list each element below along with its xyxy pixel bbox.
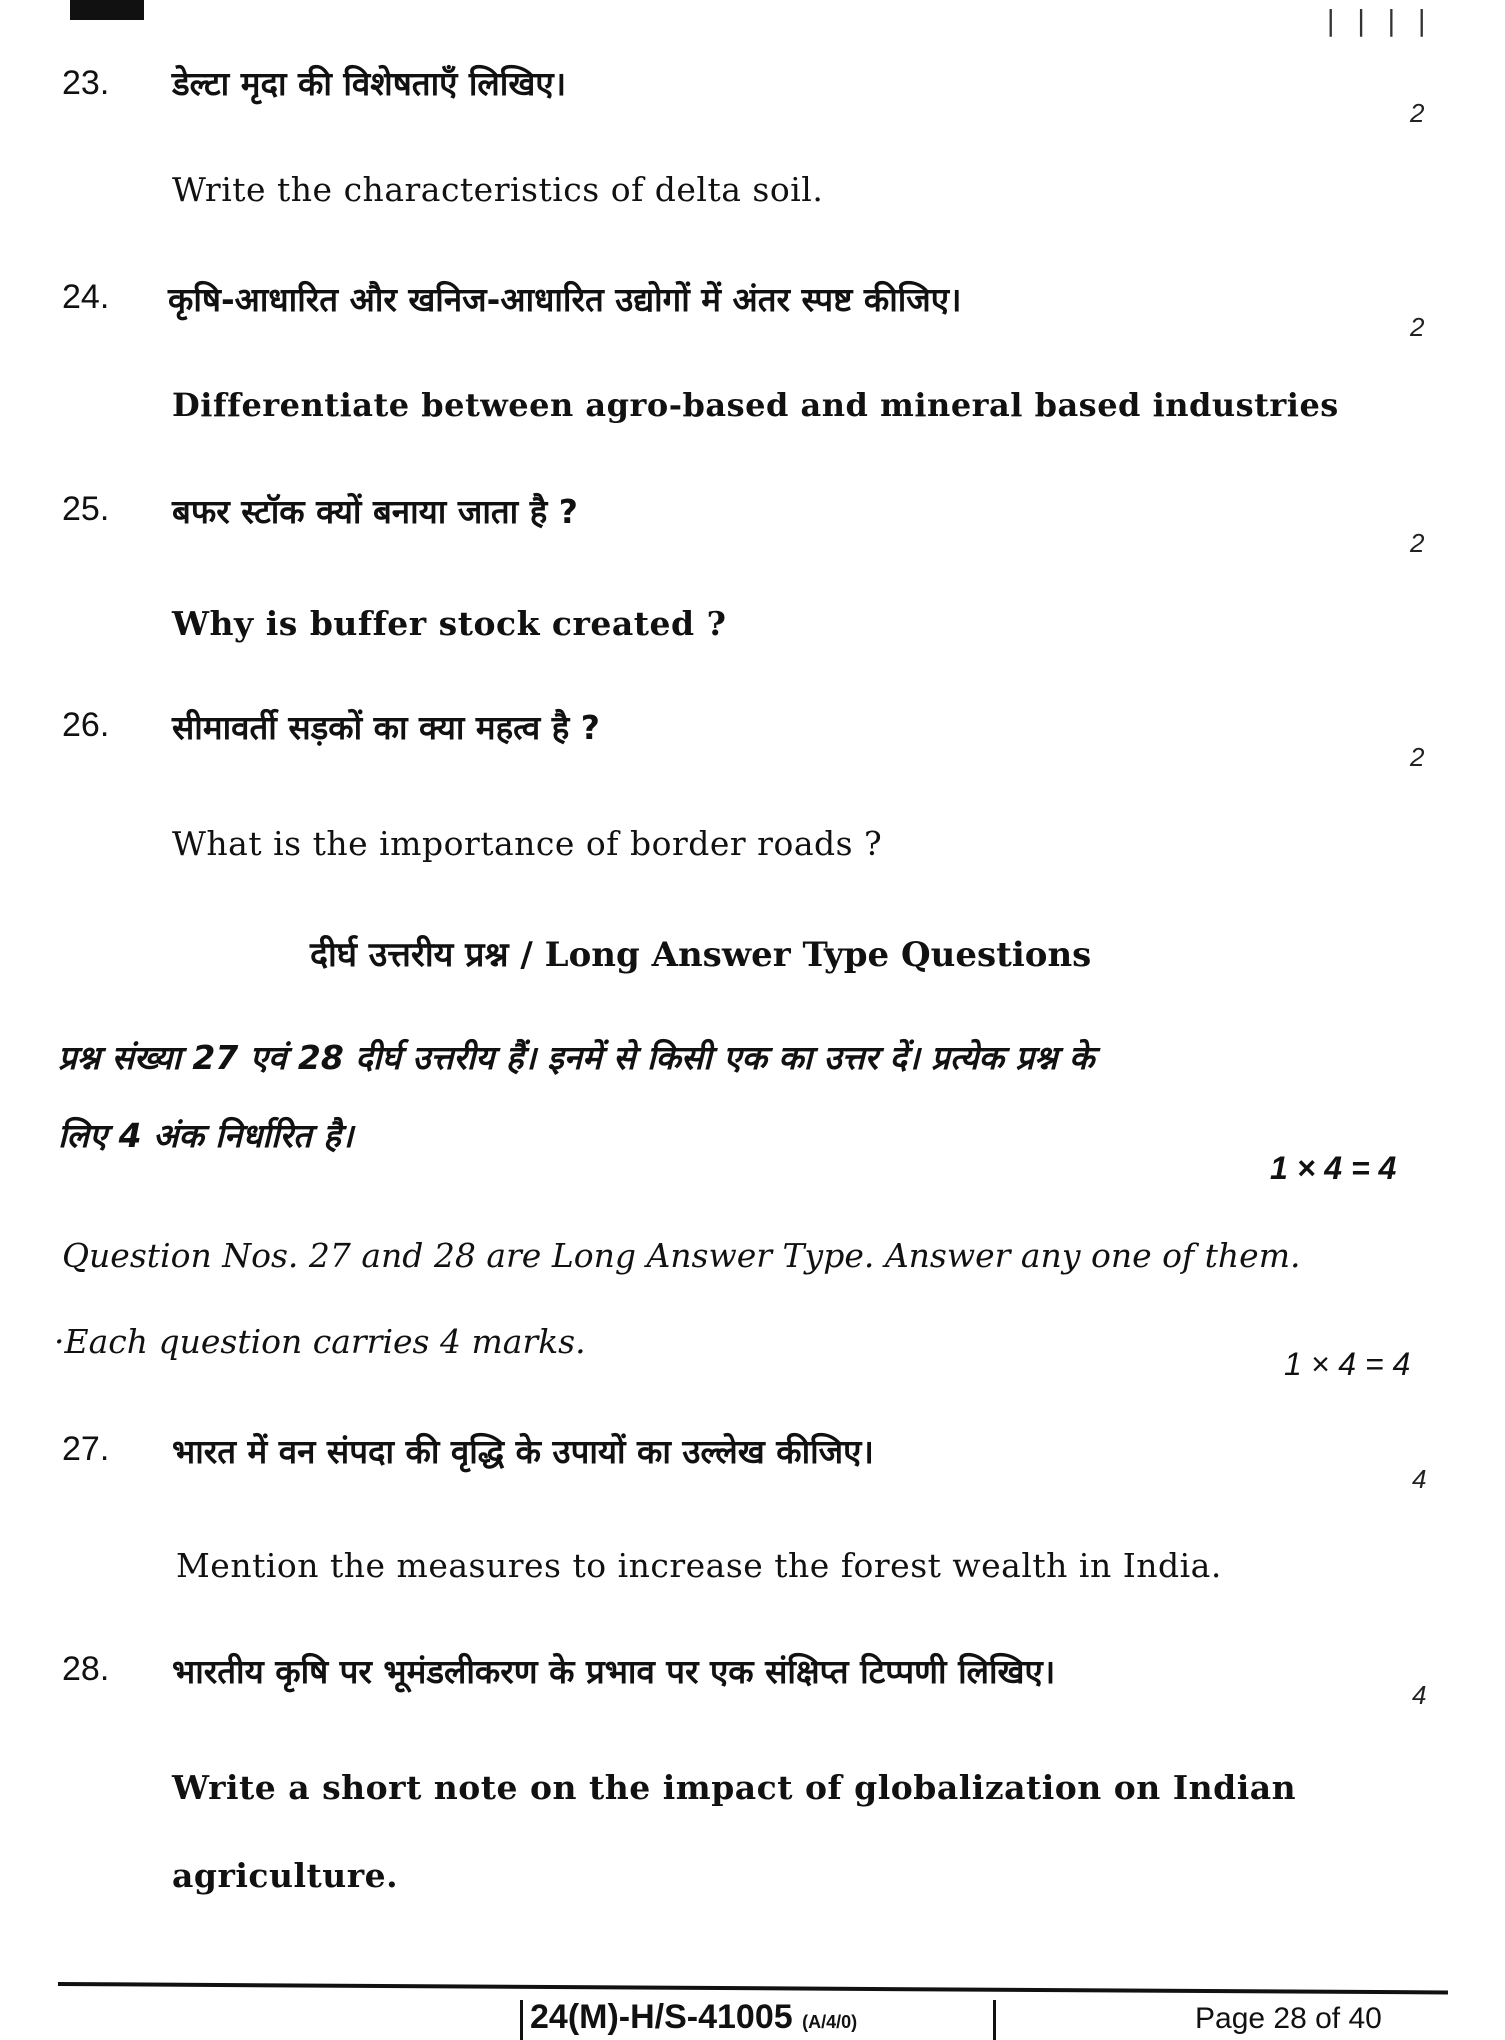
paper-code-text: 24(M)-H/S-41005	[530, 1998, 793, 2036]
question-23-marks: 2	[1410, 98, 1425, 128]
question-24-english: Differentiate between agro-based and mineral based industries	[172, 386, 1339, 424]
question-27-hindi: भारत में वन संपदा की वृद्धि के उपायों का उल्लेख कीजिए।	[172, 1432, 874, 1471]
instruction-english-line-1: Question Nos. 27 and 28 are Long Answer Type. Answer any one of them.	[62, 1236, 1301, 1275]
question-number-26: 26.	[62, 706, 110, 744]
page-number: Page 28 of 40	[1195, 2002, 1382, 2035]
question-27-marks: 4	[1412, 1464, 1427, 1494]
question-28-hindi: भारतीय कृषि पर भूमंडलीकरण के प्रभाव पर एक संक्षिप्त टिप्पणी लिखिए।	[172, 1652, 1056, 1691]
question-25-english: Why is buffer stock created ?	[172, 604, 727, 643]
question-26-english: What is the importance of border roads ?	[172, 824, 883, 863]
paper-code-suffix: (A/4/0)	[802, 2012, 858, 2032]
instruction-hindi-line-2: लिए 4 अंक निर्धारित है।	[58, 1116, 354, 1155]
section-title: दीर्घ उत्तरीय प्रश्न / Long Answer Type Questions	[310, 935, 1092, 975]
question-number-28: 28.	[62, 1650, 110, 1688]
question-number-24: 24.	[62, 278, 110, 316]
marks-formula-english: 1 × 4 = 4	[1284, 1346, 1411, 1382]
question-28-english-line-2: agriculture.	[172, 1856, 399, 1895]
question-27-english: Mention the measures to increase the forest wealth in India.	[176, 1546, 1222, 1585]
question-number-27: 27.	[62, 1430, 110, 1468]
tick-marks: | | | |	[1326, 4, 1433, 37]
instruction-english-line-2: ·Each question carries 4 marks.	[54, 1322, 586, 1361]
question-24-hindi: कृषि-आधारित और खनिज-आधारित उद्योगों में अंतर स्पष्ट कीजिए।	[168, 280, 962, 319]
instruction-hindi-line-1: प्रश्न संख्या 27 एवं 28 दीर्घ उत्तरीय हैं। इनमें से किसी एक का उत्तर दें। प्रत्येक प्रश्न के	[58, 1038, 1095, 1077]
question-28-marks: 4	[1412, 1680, 1427, 1710]
question-number-25: 25.	[62, 490, 110, 528]
question-25-marks: 2	[1410, 528, 1425, 558]
question-24-marks: 2	[1410, 312, 1425, 342]
footer-rule	[58, 1982, 1448, 1994]
question-23-english: Write the characteristics of delta soil.	[172, 170, 824, 209]
question-26-hindi: सीमावर्ती सड़कों का क्या महत्व है ?	[172, 708, 600, 747]
question-26-marks: 2	[1410, 742, 1425, 772]
paper-code	[530, 1998, 857, 2037]
question-25-hindi: बफर स्टॉक क्यों बनाया जाता है ?	[172, 492, 578, 531]
question-23-hindi: डेल्टा मृदा की विशेषताएँ लिखिए।	[172, 64, 567, 103]
marks-formula-hindi: 1 × 4 = 4	[1270, 1150, 1397, 1186]
question-28-english-line-1: Write a short note on the impact of globalization on Indian	[172, 1768, 1297, 1807]
corner-marker	[70, 0, 144, 20]
question-number-23: 23.	[62, 64, 110, 102]
